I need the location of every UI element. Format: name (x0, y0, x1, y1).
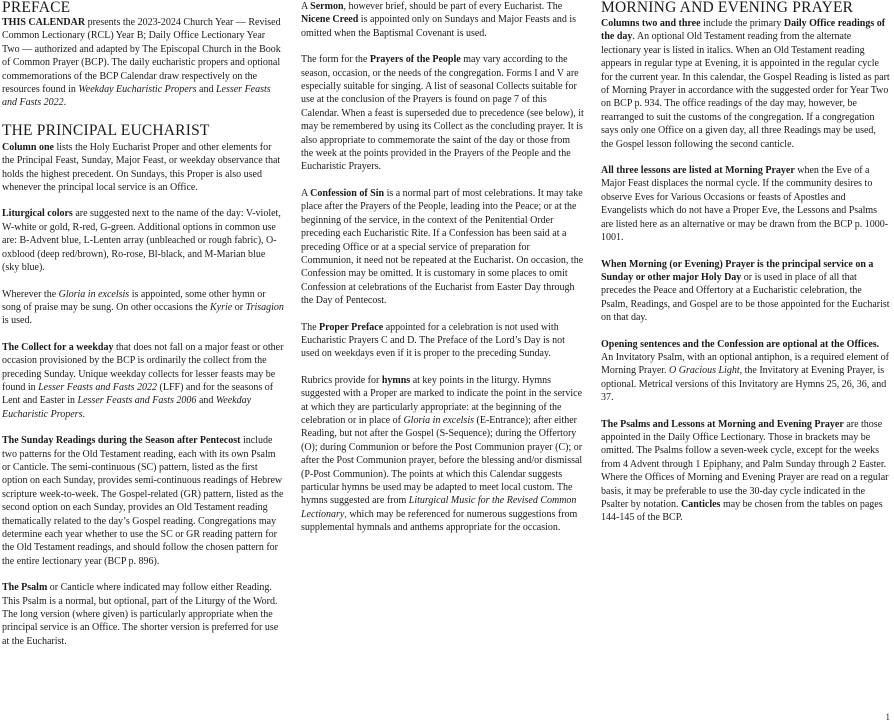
proper-preface-paragraph: The Proper Preface appointed for a celebration is not used with Eucharistic Prayers C and D. The Preface of the Lord’s Day is not used on weekdays even if it is proper to the preceding Sunday. (301, 321, 565, 360)
intro-paragraph: THIS CALENDAR presents the 2023-2024 Church Year — Revised Common Lectionary (RCL) Year B; Daily Office Lectionary Year Two — authorized and adapted by The Episcopal Church in the Book of Common Prayer (BCP). The daily eucharistic propers and optional commemorations of the BCP Calendar draw respectively on the resources found in Weekday Eucharistic Propers and Lesser Feasts and Fasts 2022. (2, 17, 281, 109)
column-right (601, 0, 890, 538)
gloria-paragraph: Wherever the Gloria in excelsis is appointed, some other hymn or song of praise may be sung. On other occasions the Kyrie or Trisagion is used. (2, 288, 284, 327)
principal-eucharist-heading: THE PRINCIPAL EUCHARIST (2, 121, 210, 139)
confession-paragraph: A Confession of Sin is a normal part of most celebrations. It may take place after the Prayers of the People, leading into the Peace; or at the beginning of the service, in the context of the Penitential Order preceding each Eucharistic Rite. If a Confession has been said at a preceding Office or at a special service of preparation for Communion, it need not be repeated at the Eucharist. On occasion, the Confession may be omitted. It is customary in some places to omit Confession at celebrations of the Eucharist from Easter Day through the Day of Pentecost. (301, 187, 584, 307)
column-one-paragraph: Column one lists the Holy Eucharist Proper and other elements for the Principal Feast, Sunday, Major Feast, or weekday observance that holds the highest precedent. On Sundays, this Proper is also used whenever the principal local service is an Office. (2, 141, 281, 194)
sunday-readings-paragraph: The Sunday Readings during the Season after Pentecost include two patterns for the Old Testament reading, each with its own Psalm or Canticle. The semi-continuous (SC) pattern, listed as the first option on each Sunday, provides semi-continuous readings of Hebrew scripture week-to-week. The Gospel-related (GR) pattern, listed as the second option on each Sunday, provides an Old Testament reading thematically related to the day’s Gospel reading. Congregations may determine each year whether to use the SC or GR reading pattern for the Old Testament readings, and should follow the chosen pattern for the entire lectionary year (BCP p. 896). (2, 435, 284, 567)
principal-service-paragraph: When Morning (or Evening) Prayer is the principal service on a Sunday or other major Holy Day or is used in place of all that precedes the Peace and Offertory at a Eucharistic celebration, the Psalm, Readings, and Gospel are to be those appointed for the Eucharist on that day. (601, 258, 890, 324)
prayers-paragraph: The form for the Prayers of the People may vary according to the season, occasion, or the needs of the congregation. Forms I and V are especially suitable for singing. A list of seasonal Collects suitable for use at the conclusion of the Prayers is found on page 7 of this Calendar. When a feast is superseded due to precedence (see below), it may be remembered by using its Collect as the concluding prayer. It is also appropriate to commemorate the saint of the day or those from the week at the points provided in the Prayers of the People and the Eucharistic Prayers. (301, 54, 584, 173)
column-middle (301, 0, 584, 548)
sermon-paragraph: A Sermon, however brief, should be part of every Eucharist. The Nicene Creed is appointed only on Sundays and Major Feasts and is omitted when the Baptismal Covenant is used. (301, 1, 577, 39)
three-lessons-paragraph: All three lessons are listed at Morning Prayer when the Eve of a Major Feast displaces the normal cycle. If the community desires to observe Eves for Various Occasions or feasts of Apostles and Evangelists which do not have a Proper Eve, the Lessons and Psalms are listed here as an alternative or may be drawn from the BCP p. 1000-1001. (601, 165, 889, 244)
preface-heading: PREFACE (2, 0, 71, 16)
page-number: 1 (885, 712, 890, 722)
psalm-paragraph: The Psalm or Canticle where indicated may follow either Reading. This Psalm is a normal, but optional, part of the Liturgy of the Word. The long version (where given) is particularly appropriate when the principal service is an Office. The shorter version is preferred for use at the Eucharist. (2, 582, 279, 647)
weekday-collect-paragraph: The Collect for a weekday that does not fall on a major feast or other occasion provisioned by the BCP is ordinarily the collect from the preceding Sunday. Unique weekday collects for lesser feasts may be found in Lesser Feasts and Fasts 2022 (LFF) and for the seasons of Lent and Easter in Lesser Feasts and Fasts 2006 and Weekday Eucharistic Propers. (2, 341, 284, 420)
morning-evening-heading: MORNING AND EVENING PRAYER (601, 0, 854, 16)
column-left (2, 0, 284, 661)
psalms-lessons-paragraph: The Psalms and Lessons at Morning and Evening Prayer are those appointed in the Daily Office Lectionary. Those in brackets may be omitted. The Psalms follow a seven-week cycle, except for the weeks from 4 Advent through 1 Epiphany, and Palm Sunday through 2 Easter. Where the Offices of Morning and Evening Prayer are read on a regular basis, it may be preferable to use the 30-day cycle indicated in the Psalter by notation. Canticles may be chosen from the tables on pages 144-145 of the BCP. (601, 418, 889, 524)
opening-sentences-paragraph: Opening sentences and the Confession are optional at the Offices. An Invitatory Psalm, with an optional antiphon, is a required element of Morning Prayer. O Gracious Light, the Invitatory at Evening Prayer, is optional. Metrical versions of this Invitatory are Hymns 25, 26, 36, and 37. (601, 338, 889, 404)
hymns-paragraph: Rubrics provide for hymns at key points in the liturgy. Hymns suggested with a Proper are marked to indicate the point in the service at which they are particularly appropriate: at the beginning of the celebration or in place of Gloria in excelsis (E-Entrance); after either Reading, but not after the Gospel (S-Sequence); during the Offertory (O); during Communion or before the Post Communion prayer (C); or after the Post Communion prayer, before the blessing and/or dismissal (P-Post Communion). The points at which this Calendar suggests particular hymns be used may be adapted to meet local custom. The hymns suggested are from Liturgical Music for the Revised Common Lectionary, which may be referenced for numerous suggestions from supplemental hymnals and anthems appropriate for the occasion. (301, 374, 583, 534)
columns-two-three-paragraph: Columns two and three include the primary Daily Office readings of the day. An optional Old Testament reading from the alternate lectionary year is listed in italics. When an Old Testament reading appears in regular type at Evening, it is appointed in the regular cycle for the current year. In this calendar, the Gospel Reading is listed as part of Morning Prayer in accordance with the suggested order for Year Two on BCP p. 934. The office readings of the day may, however, be rearranged to suit the customs of the congregation. If a congregation says only one Office on a given day, all three Readings may be used, the Gospel lesson following the second canticle. (601, 18, 890, 150)
liturgical-colors-paragraph: Liturgical colors are suggested next to the name of the day: V-violet, W-white or gold, R-red, G-green. Additional options in common use are: B-Advent blue, L-Lenten array (unbleached or rough fabric), O-oxblood (deep red/brown), Ro-rose, Bl-black, and M-Marian blue (sky blue). (2, 208, 281, 274)
